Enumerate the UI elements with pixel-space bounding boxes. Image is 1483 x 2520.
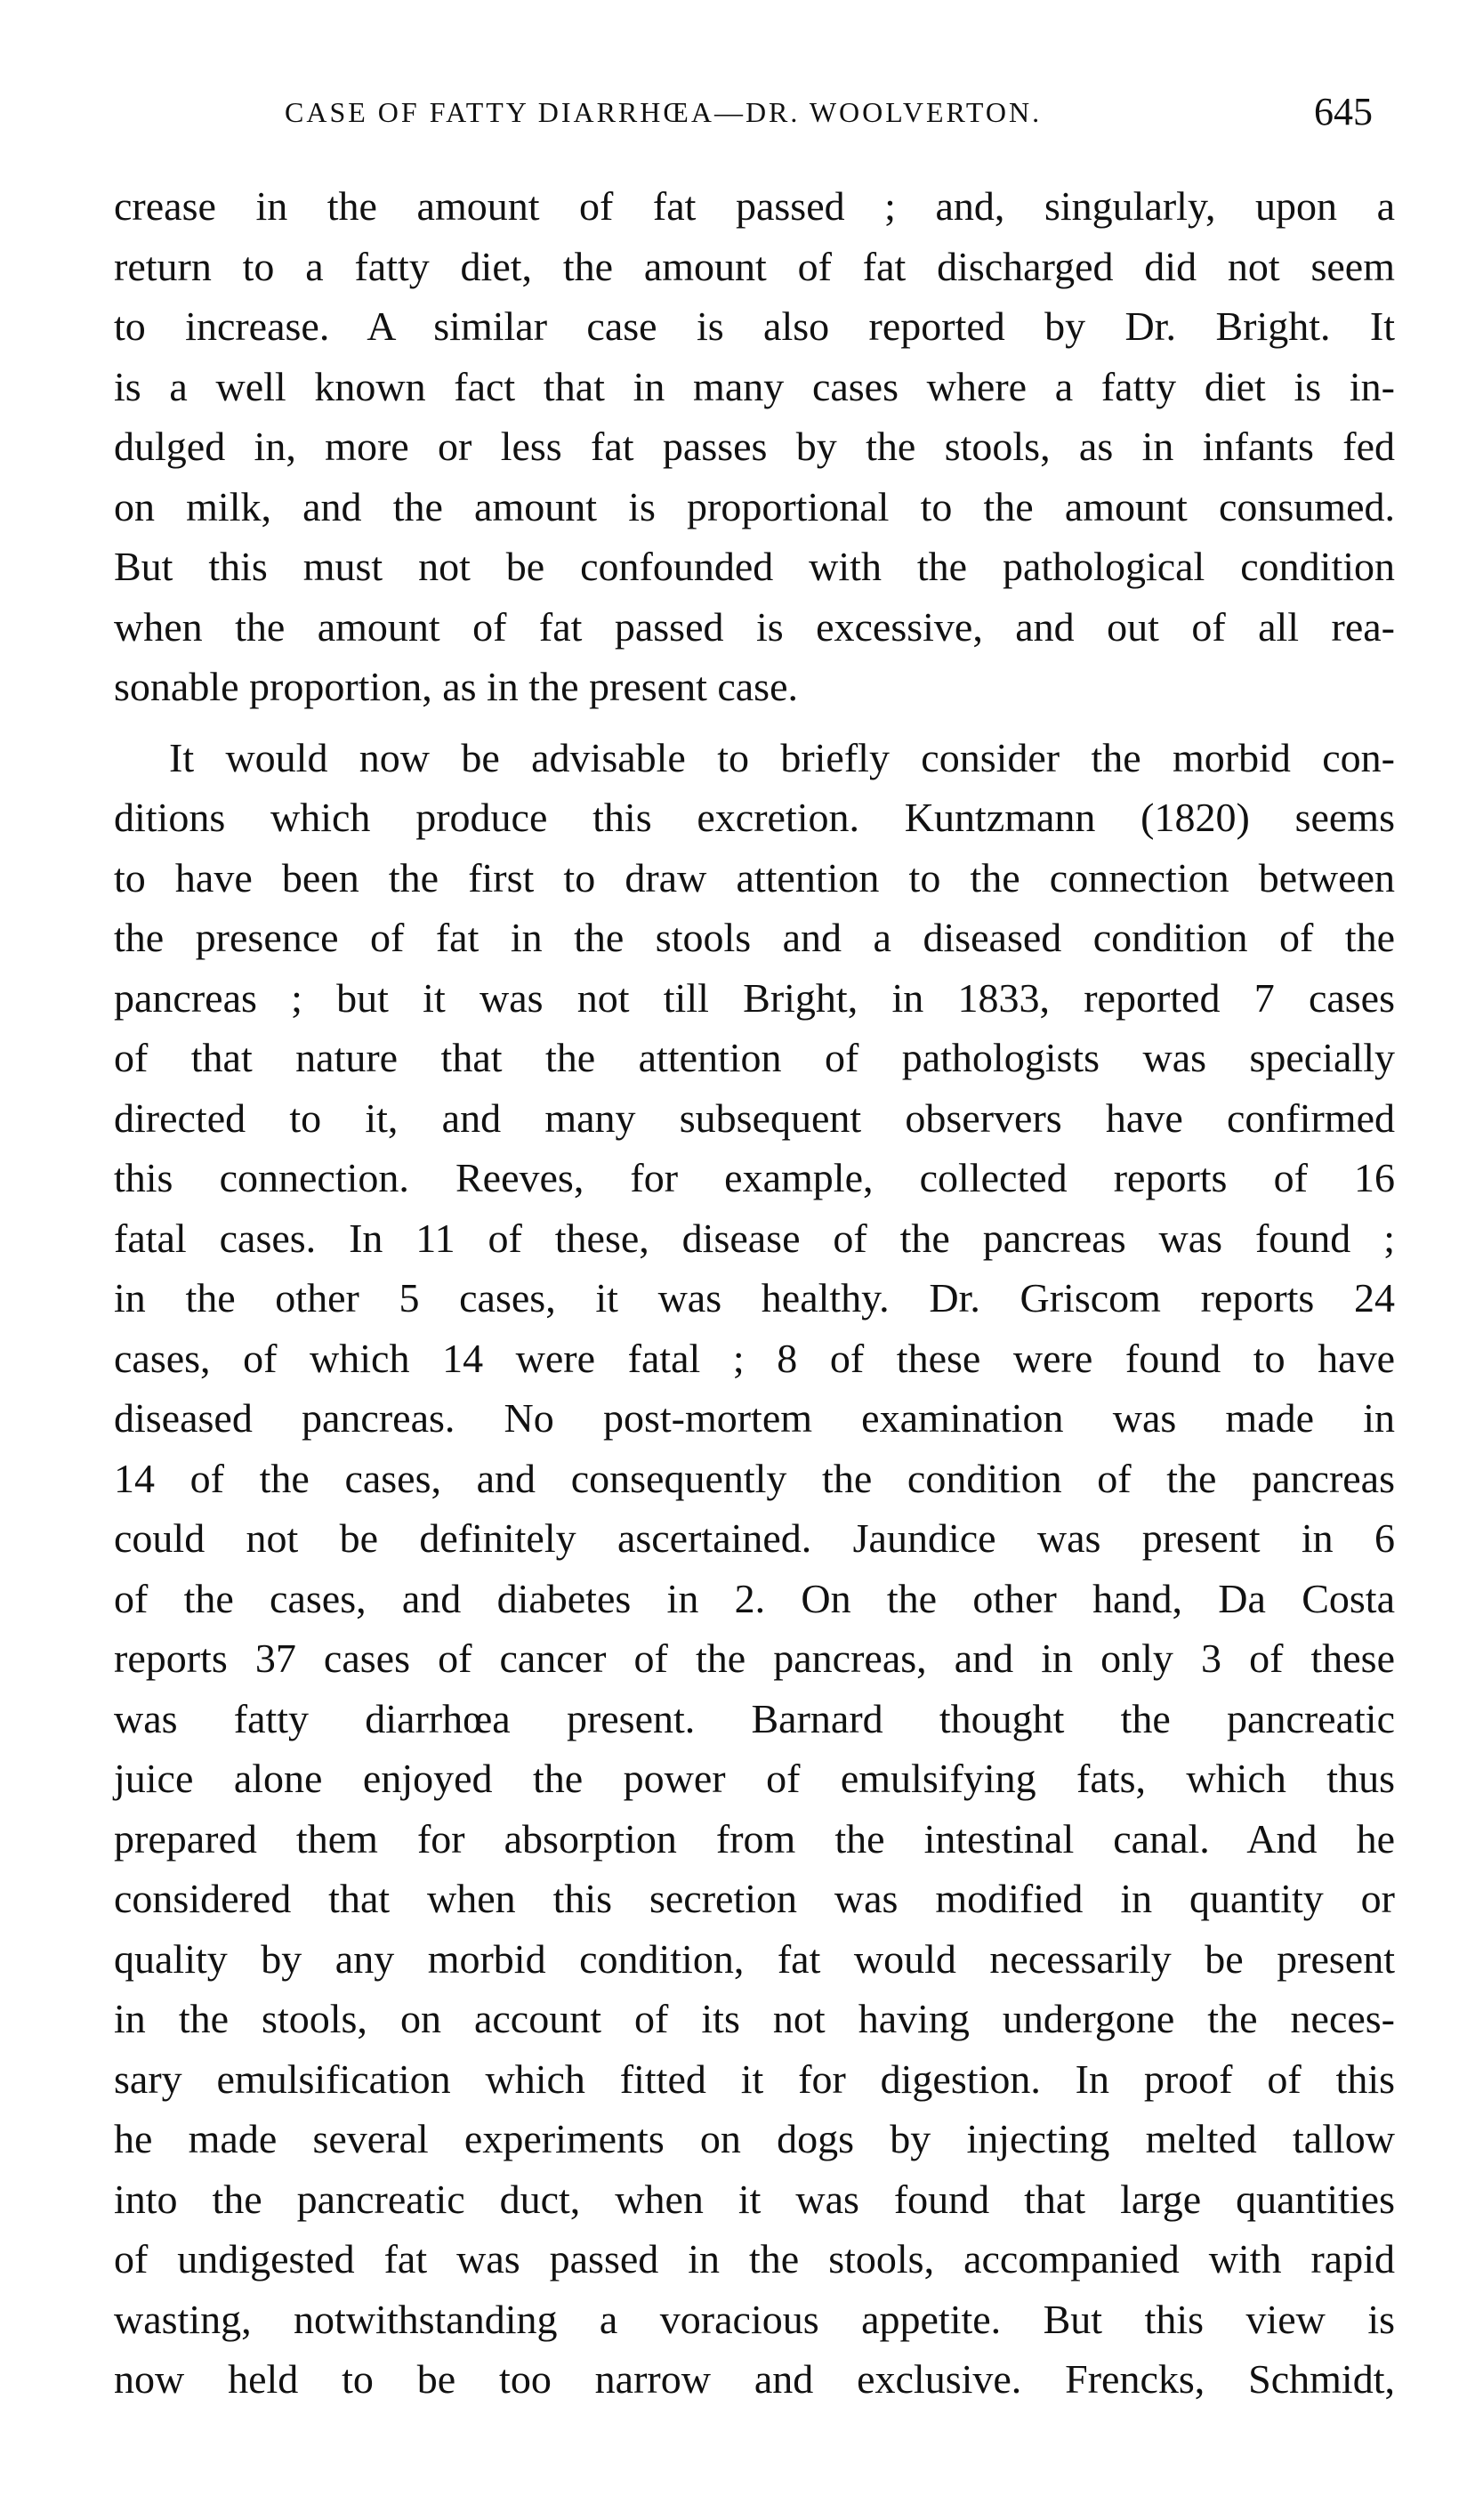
text-line: crease in the amount of fat passed ; and, singularly, upon a xyxy=(114,183,1395,229)
text-line: ditions which produce this excretion. Kuntzmann (1820) seems xyxy=(114,795,1395,840)
text-line: in the other 5 cases, it was healthy. Dr. Griscom reports 24 xyxy=(114,1275,1395,1321)
text-line: into the pancreatic duct, when it was found that large quantities xyxy=(114,2176,1395,2222)
text-line: of undigested fat was passed in the stools, accompanied with rapid xyxy=(114,2236,1395,2282)
text-line: But this must not be confounded with the pathological condition xyxy=(114,544,1395,589)
text-line: is a well known fact that in many cases where a fatty diet is in- xyxy=(114,363,1395,409)
text-line: return to a fatty diet, the amount of fat discharged did not seem xyxy=(114,243,1395,289)
paragraph xyxy=(114,176,1395,717)
text-line: cases, of which 14 were fatal ; 8 of these were found to have xyxy=(114,1335,1395,1381)
text-line: when the amount of fat passed is excessive, and out of all rea- xyxy=(114,603,1395,650)
text-line: wasting, notwithstanding a voracious appetite. But this view is xyxy=(114,2296,1395,2342)
text-line: of the cases, and diabetes in 2. On the other hand, Da Costa xyxy=(114,1575,1395,1621)
text-line: of that nature that the attention of pathologists was specially xyxy=(114,1035,1395,1080)
text-line: diseased pancreas. No post-mortem examination was made in xyxy=(114,1395,1395,1441)
text-line: juice alone enjoyed the power of emulsifying fats, which thus xyxy=(114,1756,1395,1801)
text-line: quality by any morbid condition, fat would necessarily be present xyxy=(114,1935,1395,1982)
paragraph xyxy=(114,728,1395,2410)
body-text xyxy=(114,176,1395,2410)
text-line: It would now be advisable to briefly consider the morbid con- xyxy=(169,734,1395,780)
text-line: to increase. A similar case is also reported by Dr. Bright. It xyxy=(114,303,1395,349)
text-line: directed to it, and many subsequent observers have confirmed xyxy=(114,1094,1395,1141)
text-line: 14 of the cases, and consequently the condition of the pancreas xyxy=(114,1455,1395,1501)
text-line: now held to be too narrow and exclusive. Frencks, Schmidt, xyxy=(114,2356,1395,2402)
paragraph-gap xyxy=(114,717,1395,728)
text-line: dulged in, more or less fat passes by the stools, as in infants fed xyxy=(114,424,1395,469)
page-number: 645 xyxy=(1314,90,1373,133)
text-line: he made several experiments on dogs by injecting melted tallow xyxy=(114,2116,1395,2161)
text-line: reports 37 cases of cancer of the pancreas, and in only 3 of these xyxy=(114,1636,1395,1681)
text-line: this connection. Reeves, for example, collected reports of 16 xyxy=(114,1155,1395,1200)
text-line: the presence of fat in the stools and a diseased condition of the xyxy=(114,915,1395,960)
text-line: was fatty diarrhœa present. Barnard thought the pancreatic xyxy=(114,1695,1395,1741)
text-line: pancreas ; but it was not till Bright, in 1833, reported 7 cases xyxy=(114,974,1395,1021)
text-line: considered that when this secretion was modified in quantity or xyxy=(114,1876,1395,1921)
text-line: fatal cases. In 11 of these, disease of the pancreas was found ; xyxy=(114,1215,1395,1261)
text-line: sonable proportion, as in the present case. xyxy=(114,664,798,709)
text-line: could not be definitely ascertained. Jaundice was present in 6 xyxy=(114,1515,1395,1561)
text-line: sary emulsification which fitted it for digestion. In proof of this xyxy=(114,2056,1395,2102)
text-line: on milk, and the amount is proportional to the amount consumed. xyxy=(114,483,1395,529)
text-line: in the stools, on account of its not having undergone the neces- xyxy=(114,1996,1395,2041)
text-line: to have been the first to draw attention to the connection between xyxy=(114,854,1395,901)
running-head-title: CASE OF FATTY DIARRHŒA—DR. WOOLVERTON. xyxy=(285,96,1043,128)
text-line: prepared them for absorption from the intestinal canal. And he xyxy=(114,1815,1395,1862)
